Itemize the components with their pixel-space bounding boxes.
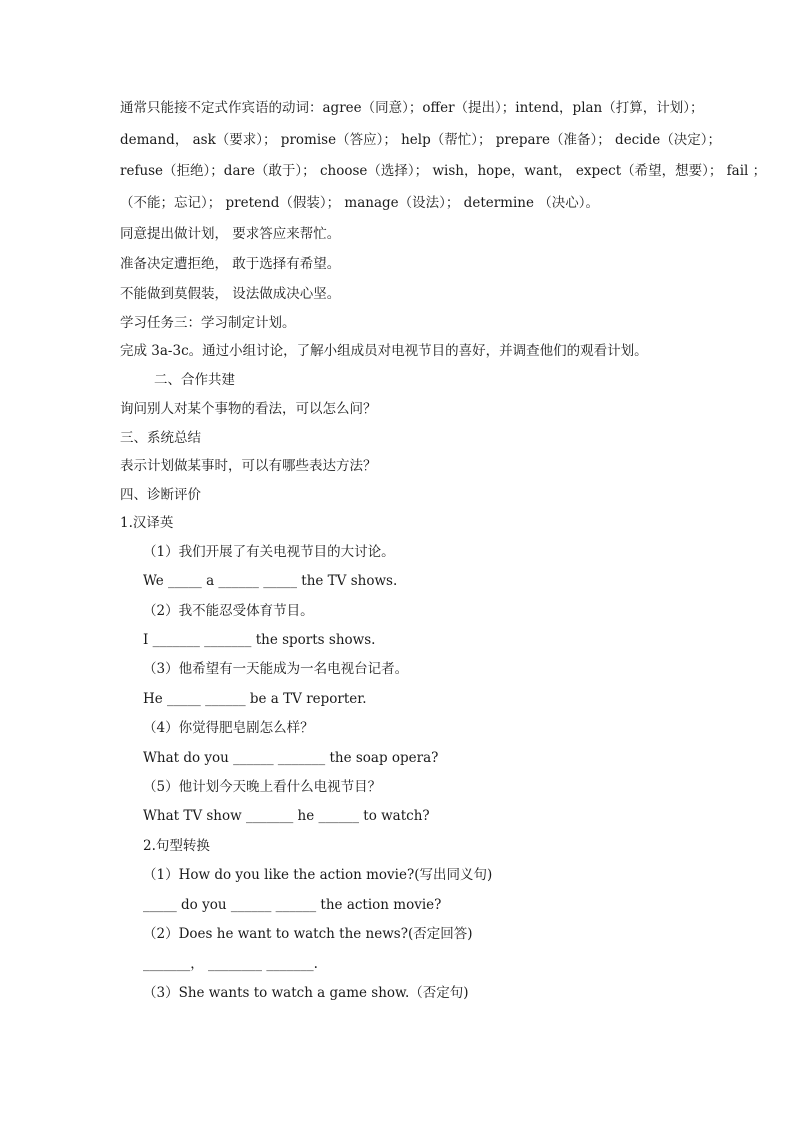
exercise-answer-line: We _____ a ______ _____ the TV shows.: [143, 573, 398, 589]
text-line: 准备决定遭拒绝， 敢于选择有希望。: [120, 256, 341, 272]
exercise-prompt: （3）She wants to watch a game show.（否定句): [143, 985, 469, 1001]
text-line: 通常只能接不定式作宾语的动词：agree（同意）；offer（提出）；intend，plan（打算，计划）；: [120, 100, 704, 116]
exercise-answer-line: _______， ________ _______.: [143, 956, 318, 972]
exercise-answer-line: What TV show _______ he ______ to watch?: [143, 808, 430, 824]
exercise-prompt: （4）你觉得肥皂剧怎么样？: [143, 720, 314, 736]
text-line: demand， ask（要求）； promise（答应）； help（帮忙）； prepare（准备）； decide（决定）；: [120, 132, 721, 148]
text-line: 表示计划做某事时，可以有哪些表达方法？: [120, 458, 377, 474]
exercise-prompt: （2）我不能忍受体育节目。: [143, 603, 314, 619]
exercise-prompt: （1）How do you like the action movie?(写出同义句): [143, 867, 493, 883]
section-heading: 二、合作共建: [154, 372, 235, 388]
exercise-prompt: （5）他计划今天晚上看什么电视节目？: [143, 779, 382, 795]
text-line: 学习任务三：学习制定计划。: [120, 315, 296, 331]
exercise-prompt: （3）他希望有一天能成为一名电视台记者。: [143, 661, 409, 677]
exercise-answer-line: _____ do you ______ ______ the action movie?: [143, 897, 442, 913]
text-line: 不能做到莫假装， 设法做成决心坚。: [120, 286, 341, 302]
section-heading: 三、系统总结: [120, 430, 201, 446]
exercise-answer-line: What do you ______ _______ the soap opera?: [143, 750, 439, 766]
text-line: 完成 3a-3c。通过小组讨论，了解小组成员对电视节目的喜好，并调查他们的观看计划。: [120, 343, 648, 359]
exercise-heading: 2.句型转换: [143, 838, 210, 854]
text-line: refuse（拒绝）；dare（敢于）； choose（选择）； wish，hope，want， expect（希望，想要）； fail ；: [120, 163, 767, 179]
exercise-prompt: （1）我们开展了有关电视节目的大讨论。: [143, 544, 395, 560]
section-heading: 四、诊断评价: [120, 487, 201, 503]
text-line: （不能；忘记）； pretend（假装）； manage（设法）； determine （决心）。: [120, 195, 600, 211]
exercise-answer-line: He _____ ______ be a TV reporter.: [143, 691, 367, 707]
exercise-prompt: （2）Does he want to watch the news?(否定回答): [143, 926, 473, 942]
text-line: 同意提出做计划， 要求答应来帮忙。: [120, 226, 341, 242]
text-line: 询问别人对某个事物的看法，可以怎么问？: [120, 401, 377, 417]
exercise-answer-line: I _______ _______ the sports shows.: [143, 632, 376, 648]
exercise-heading: 1.汉译英: [120, 515, 174, 531]
